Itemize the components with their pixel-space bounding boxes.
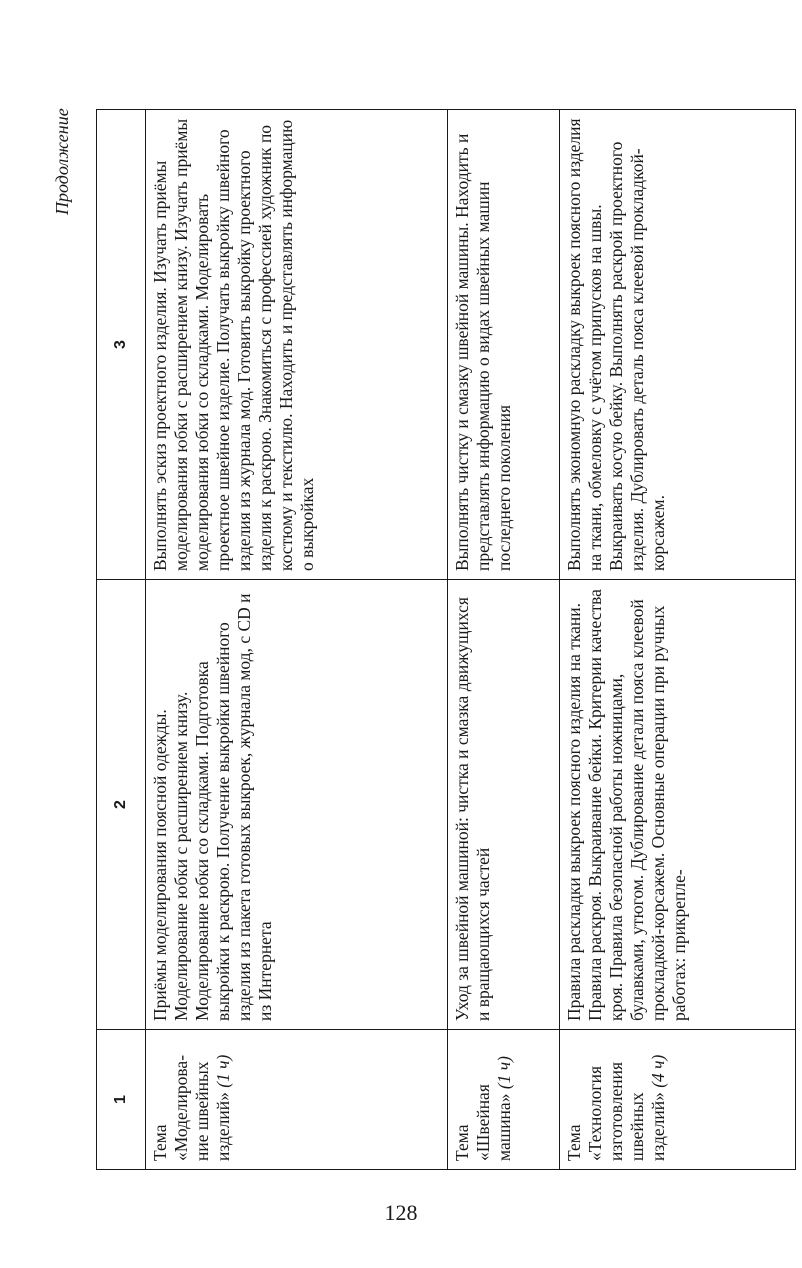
topic-label: Тема — [452, 1124, 472, 1161]
column-header-1: 1 — [97, 1030, 146, 1170]
table-row — [448, 110, 560, 1170]
column-header-3: 3 — [97, 110, 146, 580]
topic-hours: (1 ч) — [213, 1054, 233, 1088]
content-cell: Приёмы моделирования поясной одежды. Моделирование юбки с расширением книзу. Моделирование юбки со складками. Подготовка выкройки к раскрою. Получение выкройки швейного изделия из пакета готовых выкроек, журнала мод, с CD и из Интернета — [146, 580, 448, 1030]
page-number: 128 — [384, 1200, 418, 1225]
topic-label: Тема — [564, 1124, 584, 1161]
continuation-header: Продолжение — [52, 108, 72, 215]
topic-name: «Моделирова-ние швейных изделий» — [171, 1054, 233, 1161]
table-row — [146, 110, 448, 1170]
activities-cell: Выполнять экономную раскладку выкроек поясного изделия на ткани, обмеловку с учётом припусков на швы. Выкраивать косую бейку. Выполнять раскрой проектного изделия. Дублировать деталь пояса клеевой прокладкой-корсажем. — [560, 110, 796, 580]
table-row — [560, 110, 796, 1170]
topic-label: Тема — [150, 1124, 170, 1161]
topic-name: «Технология изготовления швейных изделий» — [585, 1061, 668, 1161]
topic-cell — [146, 1030, 448, 1170]
topic-cell — [448, 1030, 560, 1170]
topic-hours: (4 ч) — [648, 1054, 668, 1088]
curriculum-table — [96, 109, 796, 1170]
column-header-2: 2 — [97, 580, 146, 1030]
content-cell: Правила раскладки выкроек поясного изделия на ткани. Правила раскроя. Выкраивание бейки. Критерии качества кроя. Правила безопасной работы ножницами, булавками, утюгом. Дублирование детали пояса клеевой прокладкой-корсажем. Основные операции при ручных работах: прикрепле- — [560, 580, 796, 1030]
topic-name: «Швейная машина» — [473, 1084, 514, 1161]
content-cell: Уход за швейной машиной: чистка и смазка движущихся и вращающихся частей — [448, 580, 560, 1030]
activities-cell: Выполнять эскиз проектного изделия. Изучать приёмы моделирования юбки с расширением книзу. Изучать приёмы моделирования юбки со складками. Моделировать проектное швейное изделие. Получать выкройку швейного изделия из журнала мод. Готовить выкройку проектного изделия к раскрою. Знакомиться с профессией художник по костюму и текстилю. Находить и представлять информацию о выкройках — [146, 110, 448, 580]
rotated-table-wrapper — [96, 110, 796, 1170]
topic-hours: (1 ч) — [494, 1056, 514, 1090]
activities-cell: Выполнять чистку и смазку швейной машины. Находить и представлять информацию о видах швейных машин последнего поколения — [448, 110, 560, 580]
header-row — [97, 110, 146, 1170]
topic-cell — [560, 1030, 796, 1170]
